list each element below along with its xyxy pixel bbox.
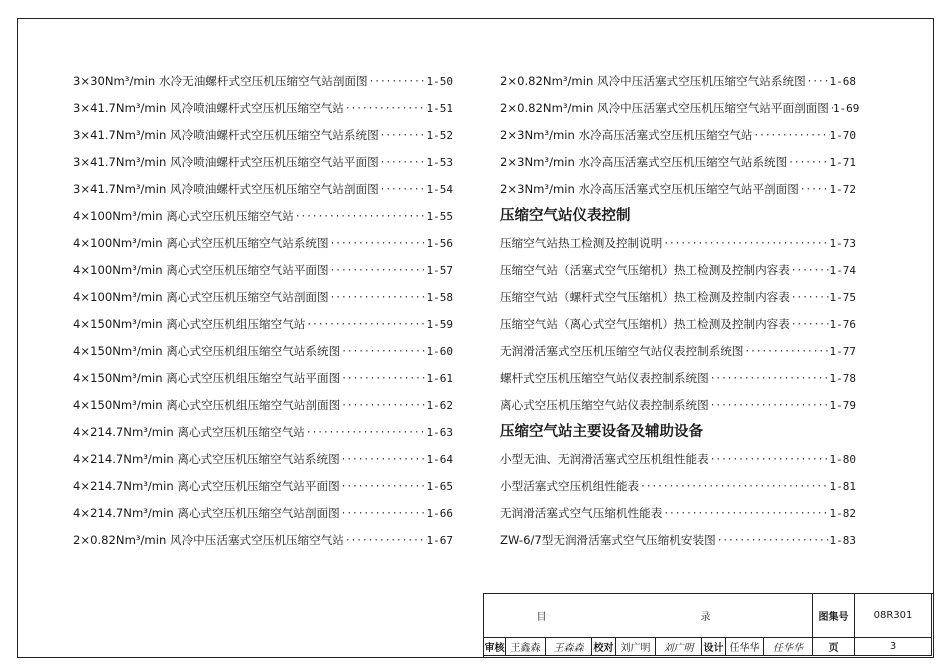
page-label: 页 xyxy=(813,638,855,656)
toc-entry[interactable] xyxy=(73,122,453,149)
toc-entry-page: 1-81 xyxy=(829,480,856,493)
toc-leader-dots xyxy=(716,527,830,554)
toc-leader-dots xyxy=(329,230,427,257)
toc-entry[interactable] xyxy=(73,284,453,311)
toc-leader-dots xyxy=(787,149,829,176)
toc-leader-dots xyxy=(305,419,427,446)
toc-leader-dots xyxy=(662,230,829,257)
toc-entry-page: 1-54 xyxy=(426,183,453,196)
toc-leader-dots xyxy=(752,122,829,149)
toc-entry-page: 1-53 xyxy=(426,156,453,169)
toc-entry[interactable] xyxy=(500,311,856,338)
toc-leader-dots xyxy=(340,392,426,419)
toc-entry[interactable] xyxy=(500,365,856,392)
toc-entry[interactable] xyxy=(73,176,453,203)
toc-entry[interactable] xyxy=(73,419,453,446)
toc-entry[interactable] xyxy=(73,68,453,95)
toc-entry-title: 4×150Nm³/min 离心式空压机组压缩空气站 xyxy=(73,317,306,331)
toc-entry-page: 1-62 xyxy=(426,399,453,412)
toc-entry-page: 1-66 xyxy=(426,507,453,520)
toc-entry-page: 1-63 xyxy=(426,426,453,439)
toc-leader-dots xyxy=(790,257,830,284)
toc-entry-title: 压缩空气站热工检测及控制说明 xyxy=(500,236,663,250)
toc-leader-dots xyxy=(305,311,426,338)
toc-entry[interactable] xyxy=(500,122,856,149)
checker-signature: 刘广明 xyxy=(656,638,702,656)
toc-entry[interactable] xyxy=(73,392,453,419)
toc-entry-page: 1-69 xyxy=(832,102,860,115)
toc-entry-page: 1-82 xyxy=(829,507,856,520)
toc-entry[interactable] xyxy=(73,95,453,122)
toc-entry-title: 4×214.7Nm³/min 离心式空压机压缩空气站系统图 xyxy=(73,452,340,466)
toc-leader-dots xyxy=(806,68,830,95)
toc-entry[interactable] xyxy=(500,68,856,95)
toc-leader-dots xyxy=(379,149,427,176)
toc-entry[interactable] xyxy=(73,203,453,230)
toc-entry[interactable] xyxy=(500,176,856,203)
toc-entry-page: 1-68 xyxy=(829,75,856,88)
toc-entry-title: 压缩空气站（活塞式空气压缩机）热工检测及控制内容表 xyxy=(500,263,790,277)
toc-entry[interactable] xyxy=(73,230,453,257)
toc-entry[interactable] xyxy=(500,473,856,500)
toc-entry-page: 1-76 xyxy=(829,318,856,331)
toc-entry-title: 2×3Nm³/min 水冷高压活塞式空压机压缩空气站 xyxy=(500,128,753,142)
toc-leader-dots xyxy=(790,284,830,311)
toc-entry[interactable] xyxy=(500,446,856,473)
toc-leader-dots xyxy=(340,338,426,365)
toc-entry-page: 1-58 xyxy=(426,291,453,304)
toc-entry-title: 3×41.7Nm³/min 风冷喷油螺杆式空压机压缩空气站系统图 xyxy=(73,128,379,142)
toc-leader-dots xyxy=(799,176,830,203)
toc-entry-page: 1-56 xyxy=(426,237,453,250)
toc-entry-title: ZW-6/7型无润滑活塞式空气压缩机安装图 xyxy=(500,533,716,547)
toc-entry-page: 1-71 xyxy=(829,156,856,169)
toc-entry[interactable] xyxy=(500,284,856,311)
toc-left-column xyxy=(73,68,453,554)
toc-entry[interactable] xyxy=(500,257,856,284)
toc-entry-title: 4×150Nm³/min 离心式空压机组压缩空气站剖面图 xyxy=(73,398,341,412)
toc-entry-title: 4×100Nm³/min 离心式空压机压缩空气站系统图 xyxy=(73,236,329,250)
toc-entry-page: 1-59 xyxy=(426,318,453,331)
toc-leader-dots xyxy=(709,446,830,473)
toc-entry-page: 1-60 xyxy=(426,345,453,358)
toc-leader-dots xyxy=(344,95,427,122)
toc-entry-title: 4×214.7Nm³/min 离心式空压机压缩空气站 xyxy=(73,425,305,439)
toc-entry[interactable] xyxy=(500,392,856,419)
toc-leader-dots xyxy=(379,176,427,203)
toc-entry-title: 2×0.82Nm³/min 风冷中压活塞式空压机压缩空气站系统图 xyxy=(500,74,806,88)
design-label: 设计 xyxy=(702,638,726,656)
toc-leader-dots xyxy=(340,446,427,473)
title-char-2: 录 xyxy=(599,594,813,638)
toc-entry-title: 2×3Nm³/min 水冷高压活塞式空压机压缩空气站平剖面图 xyxy=(500,182,799,196)
toc-entry-page: 1-77 xyxy=(829,345,856,358)
toc-entry[interactable] xyxy=(73,500,453,527)
toc-entry[interactable] xyxy=(73,338,453,365)
toc-leader-dots xyxy=(662,500,829,527)
reviewer-name: 王鑫森 xyxy=(506,638,546,656)
toc-entry-page: 1-80 xyxy=(829,453,856,466)
toc-entry[interactable] xyxy=(73,257,453,284)
toc-entry[interactable] xyxy=(73,527,453,554)
toc-leader-dots xyxy=(344,527,427,554)
toc-leader-dots xyxy=(340,473,427,500)
toc-leader-dots xyxy=(790,311,830,338)
toc-entry-page: 1-50 xyxy=(426,75,453,88)
toc-entry-title: 4×100Nm³/min 离心式空压机压缩空气站剖面图 xyxy=(73,290,329,304)
section-heading: 压缩空气站主要设备及辅助设备 xyxy=(500,424,703,440)
designer-signature: 任华华 xyxy=(764,638,813,656)
toc-entry-title: 3×30Nm³/min 水冷无油螺杆式空压机压缩空气站剖面图 xyxy=(73,74,368,88)
toc-entry[interactable] xyxy=(73,311,453,338)
toc-entry-title: 4×100Nm³/min 离心式空压机压缩空气站 xyxy=(73,209,294,223)
toc-leader-dots xyxy=(709,365,830,392)
toc-leader-dots xyxy=(340,500,427,527)
toc-entry-title: 3×41.7Nm³/min 风冷喷油螺杆式空压机压缩空气站 xyxy=(73,101,344,115)
toc-entry-title: 3×41.7Nm³/min 风冷喷油螺杆式空压机压缩空气站剖面图 xyxy=(73,182,379,196)
title-char-1: 目 xyxy=(484,594,599,638)
toc-entry-page: 1-70 xyxy=(829,129,856,142)
toc-entry-title: 螺杆式空压机压缩空气站仪表控制系统图 xyxy=(500,371,709,385)
toc-entry-title: 2×0.82Nm³/min 风冷中压活塞式空压机压缩空气站 xyxy=(73,533,344,547)
toc-entry[interactable] xyxy=(73,149,453,176)
toc-entry-page: 1-79 xyxy=(829,399,856,412)
toc-entry[interactable] xyxy=(500,95,860,122)
toc-leader-dots xyxy=(379,122,427,149)
toc-entry[interactable] xyxy=(73,473,453,500)
toc-entry-title: 4×150Nm³/min 离心式空压机组压缩空气站系统图 xyxy=(73,344,341,358)
designer-name: 任华华 xyxy=(726,638,764,656)
toc-leader-dots xyxy=(340,365,426,392)
toc-entry-page: 1-64 xyxy=(426,453,453,466)
toc-entry[interactable] xyxy=(500,527,856,554)
toc-entry-title: 3×41.7Nm³/min 风冷喷油螺杆式空压机压缩空气站平面图 xyxy=(73,155,379,169)
toc-leader-dots xyxy=(294,203,427,230)
check-label: 校对 xyxy=(592,638,616,656)
toc-entry[interactable] xyxy=(73,446,453,473)
toc-leader-dots xyxy=(329,284,427,311)
toc-entry[interactable] xyxy=(500,338,856,365)
toc-entry-page: 1-52 xyxy=(426,129,453,142)
toc-entry-page: 1-73 xyxy=(829,237,856,250)
atlas-number-label: 图集号 xyxy=(813,594,855,638)
toc-entry-title: 小型无油、无润滑活塞式空压机组性能表 xyxy=(500,452,709,466)
toc-entry-title: 4×150Nm³/min 离心式空压机组压缩空气站平面图 xyxy=(73,371,341,385)
toc-entry-page: 1-57 xyxy=(426,264,453,277)
toc-entry[interactable] xyxy=(500,500,856,527)
toc-entry[interactable] xyxy=(500,230,856,257)
toc-leader-dots xyxy=(639,473,829,500)
toc-entry-title: 2×0.82Nm³/min 风冷中压活塞式空压机压缩空气站平面剖面图 xyxy=(500,101,829,115)
toc-entry-title: 无润滑活塞式空压机压缩空气站仪表控制系统图 xyxy=(500,344,744,358)
toc-entry-page: 1-65 xyxy=(426,480,453,493)
page-number: 3 xyxy=(855,638,932,656)
toc-leader-dots xyxy=(368,68,427,95)
toc-leader-dots xyxy=(709,392,830,419)
toc-entry-title: 2×3Nm³/min 水冷高压活塞式空压机压缩空气站系统图 xyxy=(500,155,788,169)
toc-entry-title: 小型活塞式空压机组性能表 xyxy=(500,479,640,493)
toc-entry-page: 1-67 xyxy=(426,534,453,547)
toc-entry[interactable] xyxy=(73,365,453,392)
toc-entry[interactable] xyxy=(500,149,856,176)
toc-entry-title: 无润滑活塞式空气压缩机性能表 xyxy=(500,506,663,520)
toc-right-column xyxy=(500,68,860,554)
toc-entry-page: 1-83 xyxy=(829,534,856,547)
toc-leader-dots xyxy=(329,257,427,284)
reviewer-signature: 王森森 xyxy=(546,638,592,656)
review-label: 审核 xyxy=(484,638,506,656)
toc-entry-page: 1-72 xyxy=(829,183,856,196)
toc-entry-title: 4×100Nm³/min 离心式空压机压缩空气站平面图 xyxy=(73,263,329,277)
toc-entry-title: 离心式空压机压缩空气站仪表控制系统图 xyxy=(500,398,709,412)
toc-entry-page: 1-74 xyxy=(829,264,856,277)
toc-entry-title: 压缩空气站（螺杆式空气压缩机）热工检测及控制内容表 xyxy=(500,290,790,304)
toc-entry-page: 1-75 xyxy=(829,291,856,304)
toc-entry-title: 压缩空气站（离心式空气压缩机）热工检测及控制内容表 xyxy=(500,317,790,331)
toc-entry-page: 1-61 xyxy=(426,372,453,385)
section-heading: 压缩空气站仪表控制 xyxy=(500,208,631,224)
toc-entry-title: 4×214.7Nm³/min 离心式空压机压缩空气站平面图 xyxy=(73,479,340,493)
checker-name: 刘广明 xyxy=(616,638,656,656)
toc-entry-page: 1-51 xyxy=(426,102,453,115)
toc-entry-page: 1-55 xyxy=(426,210,453,223)
toc-entry-page: 1-78 xyxy=(829,372,856,385)
toc-leader-dots xyxy=(743,338,829,365)
toc-entry-title: 4×214.7Nm³/min 离心式空压机压缩空气站剖面图 xyxy=(73,506,340,520)
atlas-number: 08R301 xyxy=(855,594,932,638)
title-block xyxy=(483,593,933,657)
